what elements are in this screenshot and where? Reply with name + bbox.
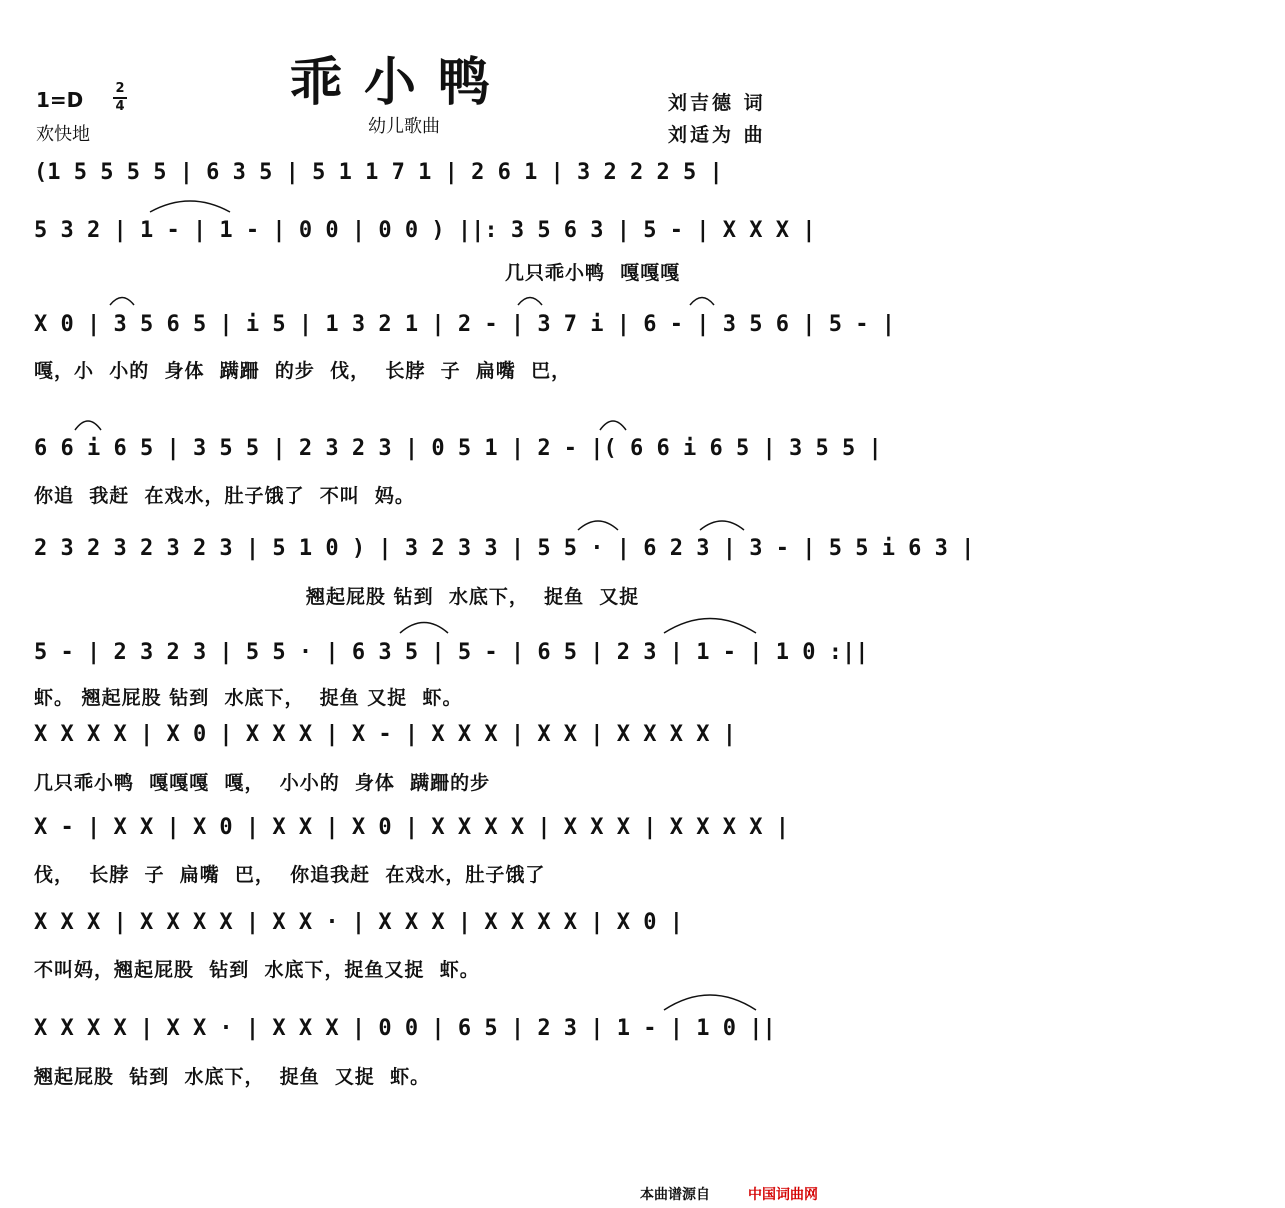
notation-row-4: 6 6 i 6 5 | 3 5 5 | 2 3 2 3 | 0 5 1 | 2 - |( 6 6 i 6 5 | 3 5 5 | <box>34 436 882 461</box>
song-genre: 幼儿歌曲 <box>368 116 440 137</box>
lyrics-row-6: 虾。 翘起屁股 钻到 水底下， 捉鱼 又捉 虾。 <box>34 687 463 709</box>
lyrics-row-4: 你追 我赶 在戏水，肚子饿了 不叫 妈。 <box>34 485 415 507</box>
lyrics-row-5: 翘起屁股 钻到 水底下， 捉鱼 又捉 <box>306 586 640 608</box>
lyrics-row-3: 嘎，小 小的 身体 蹒跚 的步 伐， 长脖 子 扁嘴 巴， <box>34 360 572 382</box>
tie-arc <box>400 623 448 634</box>
rhythm-row-2: X - | X X | X 0 | X X | X 0 | X X X X | X X X | X X X X | <box>34 815 789 840</box>
tie-arc <box>150 201 230 212</box>
notation-row-3: X 0 | 3 5 6 5 | i 5 | 1 3 2 1 | 2 - | 3 7 i | 6 - | 3 5 6 | 5 - | <box>34 312 895 337</box>
notation-row-6: 5 - | 2 3 2 3 | 5 5 · | 6 3 5 | 5 - | 6 5 | 2 3 | 1 - | 1 0 :|| <box>34 640 869 665</box>
rhythm-row-4: X X X X | X X · | X X X | 0 0 | 6 5 | 2 3 | 1 - | 1 0 || <box>34 1016 776 1041</box>
slur-arc <box>690 298 714 306</box>
rhythm-row-3: X X X | X X X X | X X · | X X X | X X X X | X 0 | <box>34 910 684 935</box>
rhythm-lyrics-row-4: 翘起屁股 钻到 水底下， 捉鱼 又捉 虾。 <box>34 1066 431 1088</box>
rhythm-lyrics-row-1: 几只乖小鸭 嘎嘎嘎 嘎， 小小的 身体 蹒跚的步 <box>34 772 491 794</box>
lyricist-credit: 刘吉德 词 <box>668 92 766 114</box>
meter-bottom: 4 <box>115 99 125 114</box>
slur-arc <box>110 298 134 306</box>
source-label: 本曲谱源自 <box>640 1187 710 1203</box>
tie-arc <box>664 619 756 634</box>
slur-arc <box>578 521 618 530</box>
rhythm-lyrics-row-2: 伐， 长脖 子 扁嘴 巴， 你追我赶 在戏水，肚子饿了 <box>34 864 546 886</box>
slur-arc <box>75 421 101 430</box>
slur-arc <box>518 298 542 306</box>
composer-credit: 刘适为 曲 <box>668 124 766 146</box>
rhythm-lyrics-row-3: 不叫妈，翘起屁股 钻到 水底下，捉鱼又捉 虾。 <box>34 959 480 981</box>
key-signature: 1=D <box>36 88 84 112</box>
notation-row-2: 5 3 2 | 1 - | 1 - | 0 0 | 0 0 ) ||: 3 5 6 3 | 5 - | X X X | <box>34 218 816 243</box>
lyrics-row-2: 几只乖小鸭 嘎嘎嘎 <box>505 262 681 284</box>
tempo-marking: 欢快地 <box>36 124 90 145</box>
site-name-link[interactable]: 中国词曲网 <box>748 1187 818 1203</box>
rhythm-row-1: X X X X | X 0 | X X X | X - | X X X | X X | X X X X | <box>34 722 736 747</box>
meter-top: 2 <box>115 81 125 96</box>
notation-row-5: 2 3 2 3 2 3 2 3 | 5 1 0 ) | 3 2 3 3 | 5 5 · | 6 2 3 | 3 - | 5 5 i 6 3 | <box>34 536 975 561</box>
song-title: 乖小鸭 <box>290 53 513 113</box>
slur-arc <box>600 421 626 430</box>
notation-row-1: (1 5 5 5 5 | 6 3 5 | 5 1 1 7 1 | 2 6 1 | 3 2 2 2 5 | <box>34 160 723 185</box>
tie-arc <box>664 995 756 1010</box>
slur-arc <box>700 521 744 530</box>
